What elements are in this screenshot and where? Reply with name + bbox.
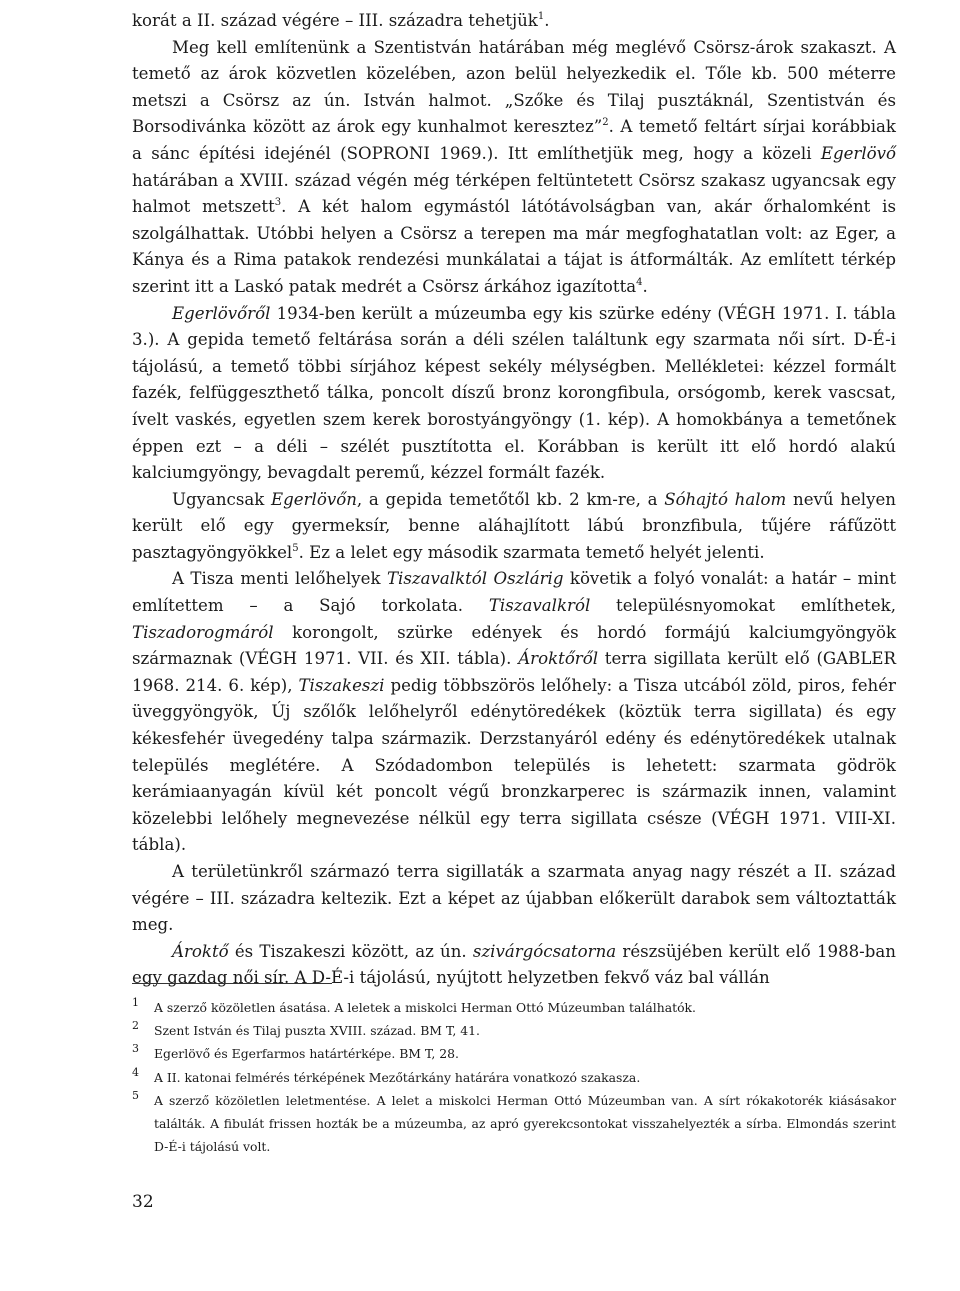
footnote-number: 1 bbox=[132, 996, 139, 1009]
footnote-text: Szent István és Tilaj puszta XVIII. század. BM T, 41. bbox=[154, 1023, 480, 1039]
footnote-text: A szerző közöletlen leletmentése. A lelet a miskolci Herman Ottó Múzeumban van. A sírt rókakotorék kiásásakor találták. A fibulát frissen hozták be a múzeumba, az apró gyerekcsontokat visszahelyezték a sírba. Elmondás szerint D-É-i tájolású volt. bbox=[154, 1092, 896, 1155]
text-run: korongolt, szürke edények és hordó formájú kalciumgyöngyök származnak (VÉGH 1971. VII. és XII. tábla). bbox=[132, 622, 896, 669]
text-run: . bbox=[544, 11, 550, 30]
text-run: 1934-ben került a múzeumba egy kis szürke edény (VÉGH 1971. I. tábla 3.). A gepida temető feltárása során a déli szélen találtunk egy szarmata női sírt. D-É-i tájolású, a temető többi sírjához képest sekély mélységben. Mellékletei: kézzel formált fazék, felfüggeszthető tálka, poncolt díszű bronz korongfibula, orsógomb, kerek vascsat, ívelt vaskés, egyetlen szem kerek borostyángyöngy (1. kép). A homokbánya a temetőnek éppen ezt – a déli – szélét pusztította el. Korábban is került itt elő hordó alakú kalciumgyöngy, bevagdalt peremű, kézzel formált fazék. bbox=[132, 303, 896, 483]
text-run: településnyomokat említhetek, bbox=[590, 596, 896, 616]
footnote bbox=[132, 1042, 896, 1065]
main-text bbox=[132, 8, 896, 992]
footnote-ref: 1 bbox=[537, 11, 545, 22]
footnote bbox=[132, 1089, 896, 1159]
text-run: . Ez a lelet egy második szarmata temető helyét jelenti. bbox=[298, 542, 765, 562]
text-run: részsüjében került elő 1988-ban egy gazdag női sír. A D-É-i tájolású, nyújtott helyzetben fekvő váz bal vállán bbox=[132, 941, 896, 988]
text-run: . A két halom egymástól látótávolságban van, akár őrhalomként is szolgálhattak. Utóbbi helyen a Csörsz a terepen ma már megfoghatatlan volt: az Eger, a Kánya és a Rima patakok rendezési munkálatai a tájat is átformálták. Az említett térkép szerint itt a Laskó patak medrét a Csörsz árkához igazította bbox=[132, 197, 896, 296]
footnote-number: 2 bbox=[132, 1019, 139, 1033]
footnote bbox=[132, 1066, 896, 1089]
footnote bbox=[132, 1019, 896, 1042]
italic-text: Tiszavalkról bbox=[488, 596, 591, 616]
italic-text: Ároktőről bbox=[518, 649, 599, 669]
text-run: Meg kell említenünk a Szentistván határában még meglévő Csörsz-árok szakaszt. A temető az árok közvetlen közelében, azon belül helyezkedik el. Tőle kb. 500 méterre metszi a Csörsz az ún. István halmot. „Szőke és Tilaj pusztáknál, Szentistván és Borsodivánka között az árok egy kunhalmot keresztez” bbox=[132, 37, 896, 137]
footnote-text: A II. katonai felmérés térképének Mezőtárkány határára vonatkozó szakasza. bbox=[154, 1069, 641, 1085]
footnote-ref: 2 bbox=[602, 117, 609, 129]
italic-text: Ároktő bbox=[172, 941, 229, 961]
footnote-text: Egerlövő és Egerfarmos határtérképe. BM T, 28. bbox=[154, 1046, 459, 1062]
italic-text: Tiszadorogmáról bbox=[132, 622, 274, 642]
italic-text: Tiszavalktól Oszlárig bbox=[386, 569, 564, 589]
text-run: terra sigillata került elő (GABLER 1968. 214. 6. kép), bbox=[132, 649, 896, 695]
italic-text: Egerlövőn bbox=[271, 489, 357, 509]
paragraph bbox=[132, 487, 896, 567]
italic-text: Tiszakeszi bbox=[298, 675, 385, 695]
text-run: . A temető feltárt sírjai korábbiak a sánc építési idejénél (SOPRONI 1969.). Itt említhetjük meg, hogy a közeli bbox=[132, 117, 896, 163]
footnote-separator bbox=[132, 983, 332, 984]
footnote-number: 5 bbox=[132, 1088, 139, 1102]
paragraph bbox=[132, 35, 896, 301]
italic-text: Egerlövő bbox=[820, 143, 896, 163]
footnote-ref: 4 bbox=[636, 276, 643, 288]
paragraph bbox=[132, 859, 896, 939]
text-run: határában a XVIII. század végén még térképen feltüntetett Csörsz szakasz ugyancsak egy halmot metszett bbox=[132, 170, 896, 217]
text-run: A területünkről származó terra sigillaták a szarmata anyag nagy részét a II. század végére – III. századra keltezik. Ezt a képet az újabban előkerült darabok sem változtatták meg. bbox=[132, 862, 896, 935]
footnote-ref: 5 bbox=[292, 542, 299, 554]
text-run: A Tisza menti lelőhelyek bbox=[172, 569, 387, 589]
italic-text: Egerlövőről bbox=[172, 303, 271, 323]
footnote-text: A szerző közöletlen ásatása. A leletek a miskolci Herman Ottó Múzeumban találhatók. bbox=[154, 1000, 696, 1015]
text-run: Ugyancsak bbox=[172, 489, 272, 509]
footnotes bbox=[132, 996, 896, 1158]
italic-text: szivárgócsatorna bbox=[472, 941, 617, 961]
page-number: 32 bbox=[132, 1192, 154, 1212]
text-run: , a gepida temetőtől kb. 2 km-re, a bbox=[356, 489, 665, 509]
footnote bbox=[132, 996, 896, 1019]
text-run: követik a folyó vonalát: a határ – mint említettem – a Sajó torkolata. bbox=[132, 569, 896, 616]
text-run: korát a II. század végére – III. századra tehetjük bbox=[132, 11, 538, 30]
paragraph bbox=[132, 8, 896, 35]
italic-text: Sóhajtó halom bbox=[664, 489, 787, 509]
footnote-number: 3 bbox=[132, 1042, 139, 1056]
paragraph bbox=[132, 566, 896, 859]
footnote-number: 4 bbox=[132, 1065, 139, 1079]
paragraph bbox=[132, 301, 896, 487]
footnote-ref: 3 bbox=[274, 197, 282, 209]
text-run: nevű helyen került elő egy gyermeksír, benne aláhajlított lábú bronzfibula, tűjére ráfűzött pasztagyöngyökkel bbox=[132, 489, 896, 562]
text-run: . bbox=[642, 276, 648, 296]
text-run: pedig többszörös lelőhely: a Tisza utcából zöld, piros, fehér üveggyöngyök, Új szőlők lelőhelyről edénytöredékek (köztük terra sigillata) és egy kékesfehér üvegedény talpa származik. Derzstanyáról edény és edénytöredékek utalnak település meglétére. A Szódadombon település is lehetett: szarmata gödrök kerámiaanyagán kívül két poncolt végű bronzkarperec is származik innen, valamint közelebbi lelőhely megnevezése nélkül egy terra sigillata csésze (VÉGH 1971. VIII-XI. tábla). bbox=[132, 675, 896, 855]
text-run: és Tiszakeszi között, az ún. bbox=[228, 941, 473, 961]
